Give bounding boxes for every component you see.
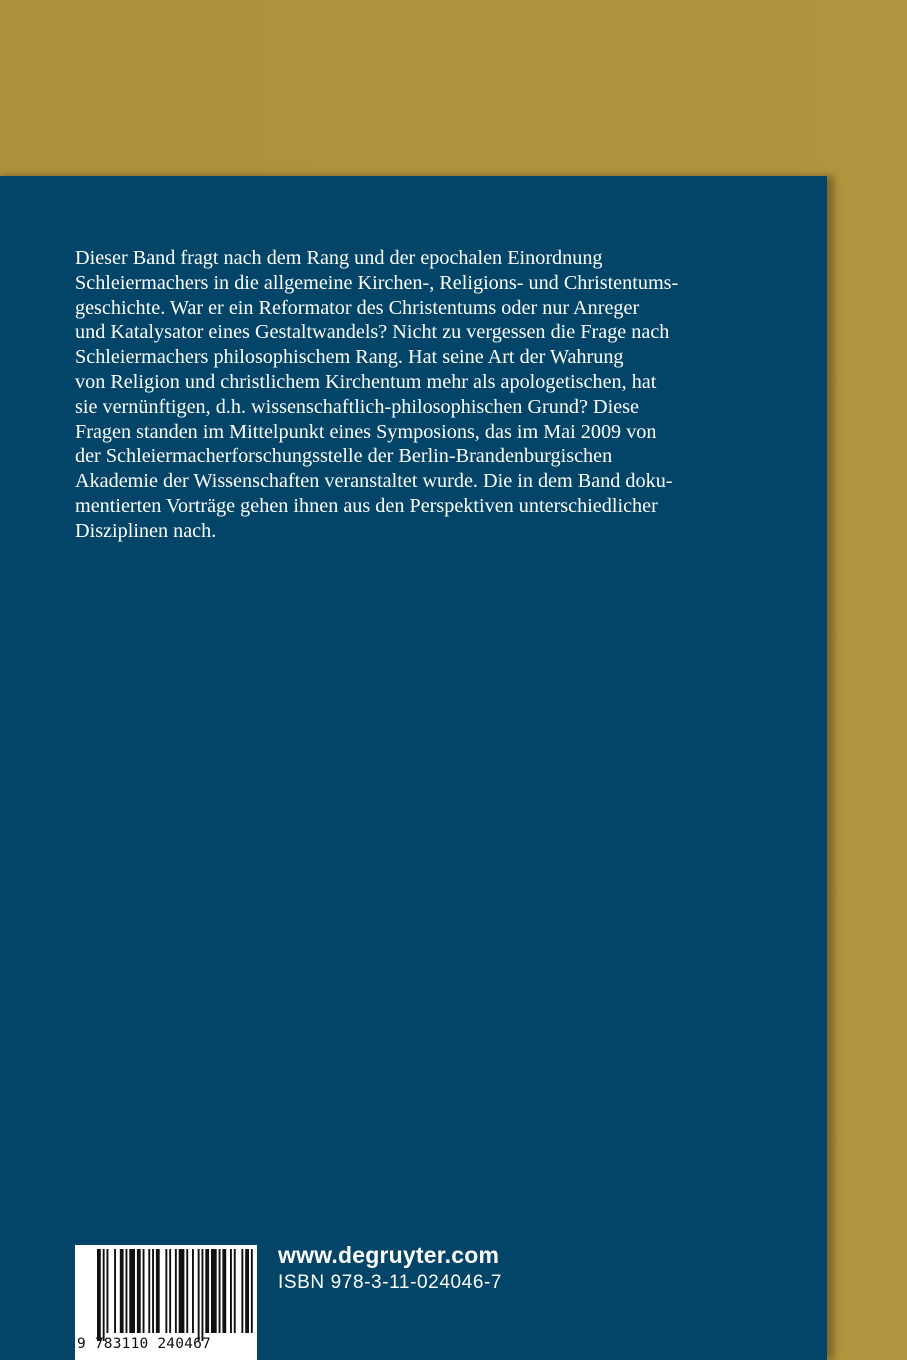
barcode-bar	[103, 1249, 105, 1341]
barcode-bar	[175, 1249, 177, 1333]
blurb-line: sie vernünftigen, d.h. wissenschaftlich-philosophischen Grund? Diese	[75, 395, 639, 418]
blurb-line: Disziplinen nach.	[75, 519, 217, 542]
blurb-line: und Katalysator eines Gestaltwandels? Nicht zu vergessen die Frage nach	[75, 321, 670, 344]
barcode-bar	[143, 1249, 145, 1333]
barcode-bar	[120, 1249, 124, 1333]
barcode-bar	[211, 1249, 217, 1333]
barcode-bar	[198, 1249, 200, 1341]
blurb-line: Dieser Band fragt nach dem Rang und der epochalen Einordnung	[75, 247, 603, 269]
blurb-line: Schleiermachers in die allgemeine Kirchen-, Religions- und Christentums-	[75, 271, 679, 294]
barcode-bar	[169, 1249, 171, 1333]
isbn-barcode	[75, 1245, 257, 1360]
barcode-bar	[152, 1249, 154, 1333]
blurb-line: Akademie der Wissenschaften veranstaltet wurde. Die in dem Band doku-	[75, 470, 673, 493]
barcode-bar	[245, 1249, 249, 1333]
barcode-bar	[179, 1249, 185, 1333]
barcode-bar	[148, 1249, 150, 1333]
barcode-bar	[156, 1249, 160, 1333]
blurb-text	[75, 246, 729, 544]
barcode-bar	[251, 1249, 253, 1333]
blurb-line: der Schleiermacherforschungsstelle der Berlin-Brandenburgischen	[75, 445, 613, 468]
blurb-line: geschichte. War er ein Reformator des Christentums oder nur Anreger	[75, 296, 640, 319]
barcode-bar	[137, 1249, 141, 1333]
barcode-bar	[186, 1249, 188, 1333]
barcode-bar	[222, 1249, 226, 1333]
barcode-bar	[205, 1249, 209, 1333]
blurb-line: mentierten Vorträge gehen ihnen aus den Perspektiven unterschiedlicher	[75, 494, 658, 517]
barcode-bar	[241, 1249, 243, 1333]
barcode-bar	[192, 1249, 194, 1333]
barcode-bar	[202, 1249, 204, 1341]
barcode-bar	[219, 1249, 221, 1333]
barcode-bar	[97, 1249, 101, 1341]
blurb-line: Schleiermachers philosophischem Rang. Hat seine Art der Wahrung	[75, 346, 624, 369]
barcode-bar	[114, 1249, 116, 1333]
blurb-line: Fragen standen im Mittelpunkt eines Symposions, das im Mai 2009 von	[75, 420, 657, 443]
barcode-bar	[129, 1249, 135, 1333]
barcode-bar	[107, 1249, 109, 1333]
isbn-number: ISBN 978-3-11-024046-7	[278, 1272, 503, 1293]
barcode-digits: 9 783110 240467	[77, 1336, 211, 1352]
barcode-bar	[234, 1249, 236, 1333]
barcode-bar	[165, 1249, 167, 1333]
barcode-bar	[230, 1249, 232, 1333]
publisher-url[interactable]: www.degruyter.com	[278, 1242, 500, 1268]
blurb-line: von Religion und christlichem Kirchentum mehr als apologetischen, hat	[75, 370, 657, 393]
barcode-bar	[126, 1249, 128, 1333]
